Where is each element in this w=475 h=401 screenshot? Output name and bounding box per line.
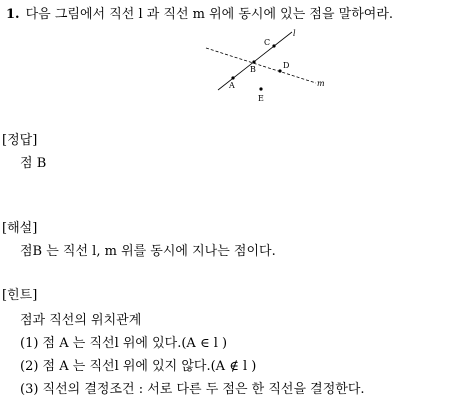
- question: [6, 8, 393, 21]
- point-b-label: B: [250, 65, 256, 74]
- explanation-text: 점B 는 직선 l, m 위를 동시에 지나는 점이다.: [20, 244, 276, 259]
- point-c: [272, 44, 275, 47]
- line-m: [206, 48, 316, 83]
- explanation-header: [해설]: [2, 221, 38, 236]
- hint-header: [힌트]: [2, 288, 38, 303]
- label-l: l: [293, 29, 296, 38]
- answer-text: 점 B: [20, 156, 47, 171]
- point-a: [231, 76, 234, 79]
- point-d: [278, 69, 281, 72]
- point-b: [252, 60, 255, 63]
- point-c-label: C: [264, 38, 271, 47]
- point-e: [259, 87, 262, 90]
- hint-line: 점과 직선의 위치관계: [20, 313, 142, 328]
- hint-line: (2) 점 A 는 직선l 위에 있지 않다.(A ∉ l ): [20, 359, 257, 374]
- question-number: 1.: [6, 7, 20, 22]
- point-d-label: D: [283, 61, 290, 70]
- answer-header: [정답]: [2, 133, 38, 148]
- point-e-label: E: [258, 94, 264, 103]
- line-diagram: [200, 28, 336, 106]
- point-a-label: A: [229, 81, 235, 90]
- hint-line: (3) 직선의 결정조건 : 서로 다른 두 점은 한 직선을 결정한다.: [20, 382, 365, 397]
- label-m: m: [317, 79, 325, 88]
- question-text: 다음 그림에서 직선 l 과 직선 m 위에 동시에 있는 점을 말하여라.: [25, 7, 394, 22]
- hint-line: (1) 점 A 는 직선l 위에 있다.(A ∈ l ): [20, 336, 228, 351]
